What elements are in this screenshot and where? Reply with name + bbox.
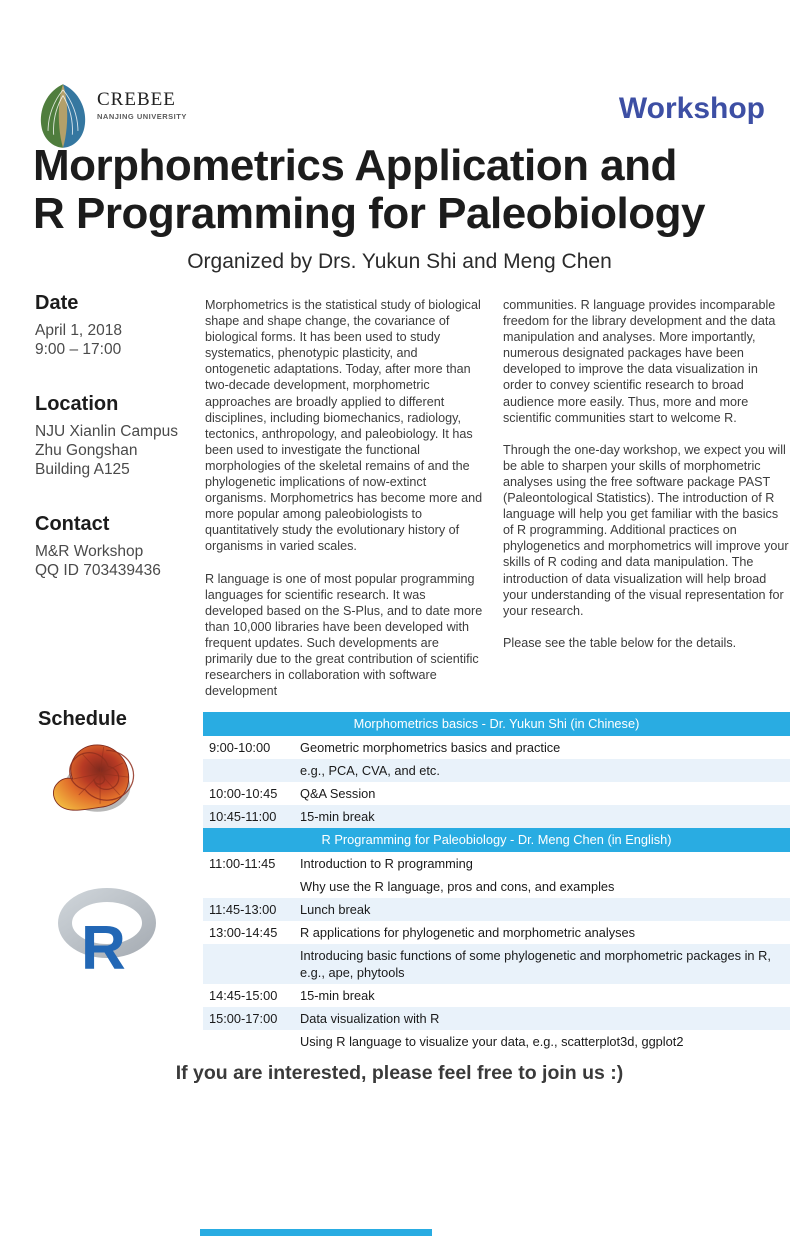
table-row xyxy=(203,1030,790,1053)
table-row xyxy=(203,898,790,921)
logo-text xyxy=(97,90,187,121)
date-block xyxy=(35,292,200,359)
date-heading: Date xyxy=(35,292,79,314)
paragraph: communities. R language provides incomparable freedom for the library development and the data manipulation and analyses. More importantly, numerous designated packages have been developed to improve the data visualization in order to convey scientific research to broad audience more easily. Thus, more and more scientific communities start to welcome R. xyxy=(503,298,776,425)
row-desc: Data visualization with R xyxy=(300,1011,440,1026)
paragraph: Through the one-day workshop, we expect you will be able to sharpen your skills of morphometric analyses using the free software package PAST (Paleontological Statistics). The introduction of R language will help you get familiar with the basics of R programming. Additional practices on phylogenetics and morphometrics will improve your skills of R coding and data manipulation. The introduction of data visualization will help broad your understanding of the visual representation for your research. xyxy=(503,442,789,618)
row-time: 15:00-17:00 xyxy=(209,1011,278,1026)
table-row xyxy=(203,921,790,944)
organizers-subtitle: Organized by Drs. Yukun Shi and Meng Chen xyxy=(187,250,612,273)
table-row xyxy=(203,759,790,782)
table-row xyxy=(203,984,790,1007)
cutoff-band xyxy=(200,1229,432,1236)
row-time: 11:00-11:45 xyxy=(209,856,276,871)
closing-message: If you are interested, please feel free to join us :) xyxy=(175,1062,624,1084)
row-desc: R applications for phylogenetic and morphometric analyses xyxy=(300,925,636,940)
row-desc: 15-min break xyxy=(300,988,375,1003)
org-subtitle: NANJING UNIVERSITY xyxy=(97,112,187,121)
table-row xyxy=(203,1007,790,1030)
schedule-section-header: R Programming for Paleobiology - Dr. Meng Chen (in English) xyxy=(203,828,790,852)
row-desc: Introducing basic functions of some phylogenetic and morphometric packages in R, e.g., ape, phytools xyxy=(300,948,771,980)
row-time: 10:45-11:00 xyxy=(209,809,277,824)
location-line: NJU Xianlin Campus xyxy=(35,423,178,440)
location-heading: Location xyxy=(35,393,119,415)
contact-heading: Contact xyxy=(35,513,110,535)
row-desc: Why use the R language, pros and cons, and examples xyxy=(300,879,615,894)
table-row xyxy=(203,852,790,875)
title-line2: R Programming for Paleobiology xyxy=(33,189,705,238)
table-row xyxy=(203,875,790,898)
leaf-logo-icon xyxy=(35,82,91,150)
row-desc: Geometric morphometrics basics and practice xyxy=(300,740,561,755)
row-desc: e.g., PCA, CVA, and etc. xyxy=(300,763,440,778)
row-desc: Introduction to R programming xyxy=(300,856,473,871)
row-time: 9:00-10:00 xyxy=(209,740,271,755)
schedule-section-header: Morphometrics basics - Dr. Yukun Shi (in Chinese) xyxy=(203,712,790,736)
location-block xyxy=(35,393,200,479)
row-desc: Lunch break xyxy=(300,902,371,917)
title-line1: Morphometrics Application and xyxy=(33,141,677,190)
paragraph: R language is one of most popular programming languages for scientific research. It was developed based on the S-Plus, and to date more than 10,000 libraries have been developed with frequent updates. Such developments are primarily due to the great contribution of scientific researchers in collaboration with software development xyxy=(205,571,483,699)
contact-block xyxy=(35,513,200,580)
time-value: 9:00 – 17:00 xyxy=(35,341,122,358)
body-column-2 xyxy=(503,297,789,651)
contact-line: M&R Workshop xyxy=(35,543,144,560)
row-time: 13:00-14:45 xyxy=(209,925,278,940)
nautilus-icon xyxy=(48,738,138,818)
location-line: Building A125 xyxy=(35,461,130,478)
r-logo-icon xyxy=(55,885,165,981)
page-title xyxy=(33,142,778,238)
svg-text:R: R xyxy=(81,914,126,981)
info-sidebar xyxy=(35,292,200,614)
row-time: 10:00-10:45 xyxy=(209,786,278,801)
org-name: CREBEE xyxy=(97,89,176,110)
university-logo xyxy=(35,82,187,150)
contact-line: QQ ID 703439436 xyxy=(35,562,161,579)
row-time: 11:45-13:00 xyxy=(209,902,277,917)
table-row xyxy=(203,944,790,984)
row-desc: Q&A Session xyxy=(300,786,376,801)
schedule-heading: Schedule xyxy=(38,708,127,730)
location-line: Zhu Gongshan xyxy=(35,442,138,459)
workshop-label: Workshop xyxy=(618,92,765,125)
row-time: 14:45-15:00 xyxy=(209,988,278,1003)
table-row xyxy=(203,805,790,828)
paragraph: Morphometrics is the statistical study of biological shape and shape change, the covariance of biological forms. It has been used to study systematics, phenotypic plasticity, and ontogenetic adaptations. Today, after more than two-decade development, morphometric approaches are broadly applied to different disciplines, including biomechanics, radiology, tectonics, anthropology, and paleobiology. It has been used to investigate the functional morphologies of the skeletal remains of and the phylogenetic implications of now-extinct organisms. Morphometrics has become more and more popular among paleobiologists to quantitatively study the evolutionary history of organisms in varied scales. xyxy=(205,298,483,554)
row-desc: 15-min break xyxy=(300,809,375,824)
date-value: April 1, 2018 xyxy=(35,322,123,339)
paragraph: Please see the table below for the details. xyxy=(503,635,737,650)
body-column-1 xyxy=(205,297,485,699)
table-row xyxy=(203,782,790,805)
table-row xyxy=(203,736,790,759)
schedule-table xyxy=(203,712,790,1053)
row-desc: Using R language to visualize your data, e.g., scatterplot3d, ggplot2 xyxy=(300,1034,684,1049)
